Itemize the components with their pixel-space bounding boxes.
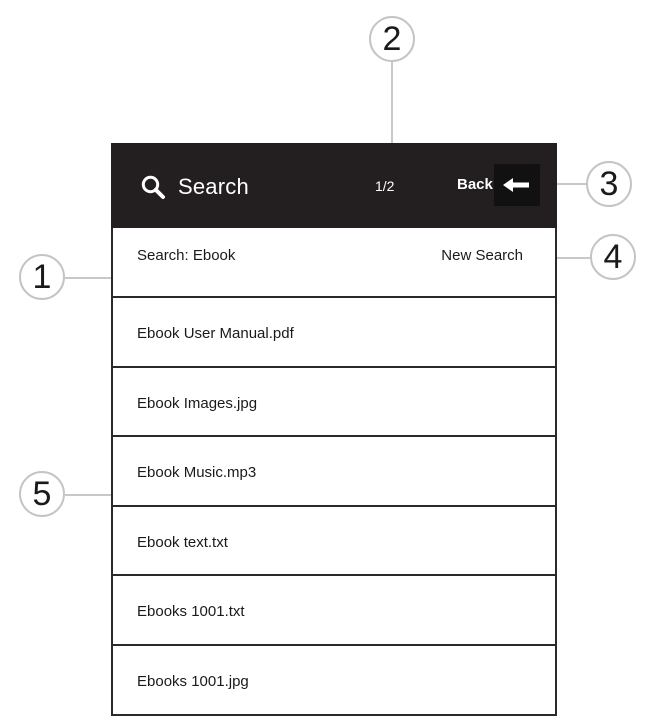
result-item-name: Ebook Images.jpg — [137, 394, 258, 412]
result-item[interactable] — [113, 437, 555, 507]
arrow-left-icon — [503, 177, 531, 193]
result-item[interactable] — [113, 646, 555, 716]
search-icon — [140, 174, 166, 200]
result-item-name: Ebook text.txt — [137, 533, 228, 551]
result-item-name: Ebook User Manual.pdf — [137, 325, 294, 342]
callout-5: 5 — [19, 471, 65, 517]
page-title: Search — [178, 174, 249, 199]
result-item-name: Ebooks 1001.jpg — [137, 672, 249, 690]
callout-2: 2 — [369, 16, 415, 62]
result-item-name: Ebooks 1001.txt — [137, 603, 245, 621]
result-item-name: Ebook Music.mp3 — [137, 464, 257, 482]
page-indicator: 1/2 — [375, 178, 395, 194]
back-arrow-button[interactable] — [494, 164, 540, 206]
callout-1: 1 — [19, 254, 65, 300]
back-button[interactable]: Back — [457, 176, 493, 193]
result-item[interactable] — [113, 576, 555, 646]
results-list — [113, 298, 555, 716]
result-item[interactable] — [113, 368, 555, 438]
header-bar — [111, 143, 557, 228]
callout-4: 4 — [590, 234, 636, 280]
result-item[interactable] — [113, 507, 555, 577]
result-item[interactable] — [113, 298, 555, 368]
new-search-button[interactable]: New Search — [441, 247, 523, 264]
search-query-row — [113, 228, 555, 298]
search-query-label: Search: Ebook — [137, 247, 236, 264]
callout-3: 3 — [586, 161, 632, 207]
